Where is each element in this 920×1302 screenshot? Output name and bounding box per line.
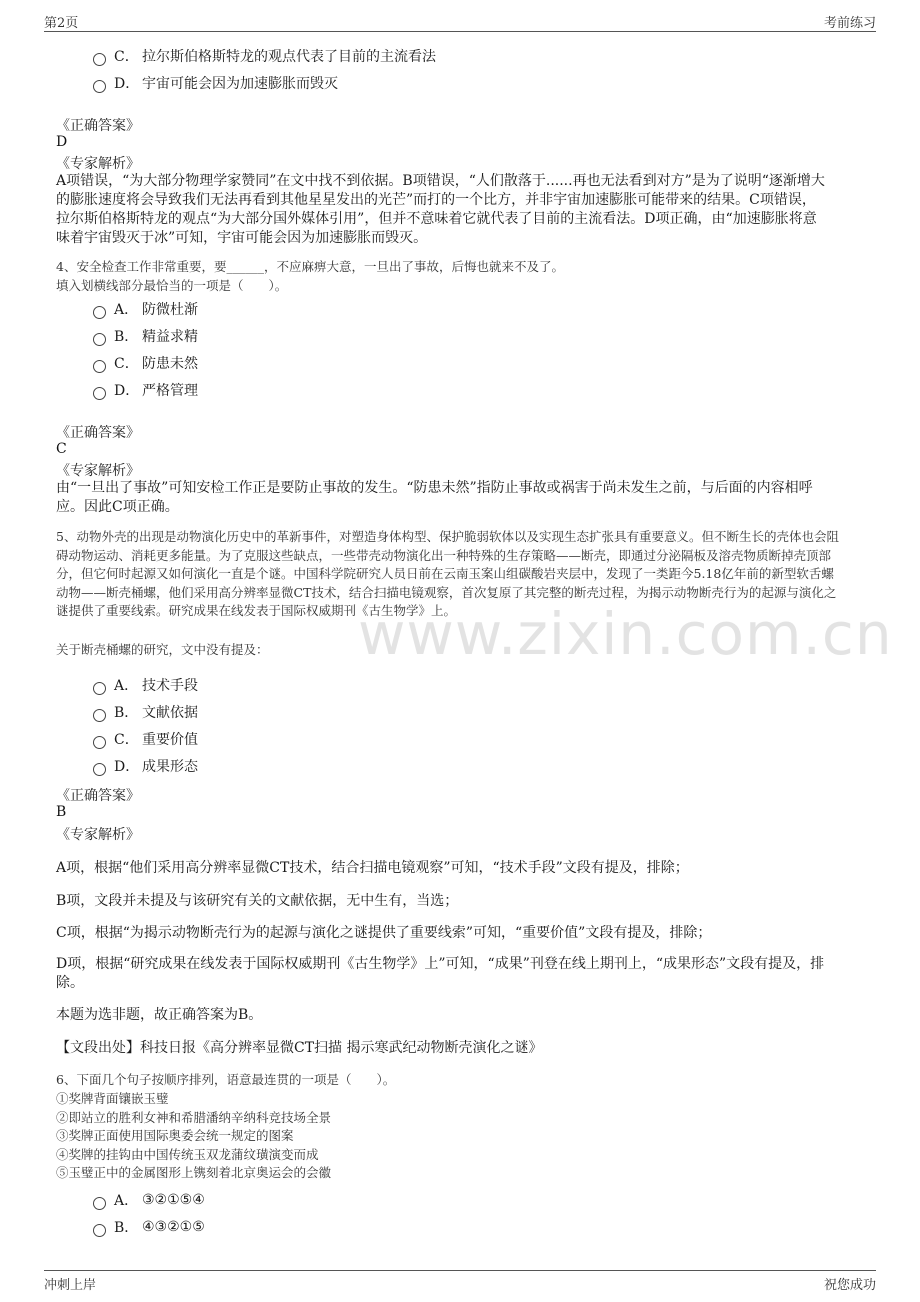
footer-left-text: 冲刺上岸 [44, 1278, 97, 1293]
radio-icon[interactable] [93, 682, 106, 695]
radio-icon[interactable] [93, 333, 106, 346]
q6-stem: 6、下面几个句子按顺序排列，语意最连贯的一项是（ ）。 [56, 1072, 396, 1087]
q5-option-b[interactable]: B． 文献依据 [93, 702, 198, 722]
q5-option-a[interactable]: A． 技术手段 [93, 675, 198, 695]
q4-option-a[interactable]: A． 防微杜渐 [93, 299, 198, 319]
q4-answer: C [56, 441, 67, 457]
radio-icon[interactable] [93, 1224, 106, 1237]
q5-answer-label: 《正确答案》 [56, 788, 140, 804]
q3-analysis: A项错误，“为大部分物理学家赞同”在文中找不到依据。B项错误，“人们散落于......再也无法看到对方”是为了说明“逐渐增大 的膨胀速度将会导致我们无法再看到其他星星发出的光芒”而打的一个比方，并非宇宙加速膨胀可能带来的结果。C项错误， 拉尔斯伯格斯特龙的观点“为大部分国外媒体引用”，但并不意味着它就代表了目前的主流看法。D项正确，由“加速膨胀将意 味着宇宙毁灭于冰”可知，宇宙可能会因为加速膨胀而毁灭。 [56, 173, 825, 246]
q5-option-d[interactable]: D． 成果形态 [93, 756, 198, 776]
radio-icon[interactable] [93, 1197, 106, 1210]
radio-icon[interactable] [93, 709, 106, 722]
page-number: 第2页 [44, 16, 79, 31]
q4-option-c[interactable]: C． 防患未然 [93, 353, 198, 373]
page-header [44, 12, 876, 32]
q5-conclusion: 本题为选非题，故正确答案为B。 [56, 1007, 263, 1023]
q4-answer-label: 《正确答案》 [56, 425, 140, 441]
q5-passage: 5、动物外壳的出现是动物演化历史中的革新事件，对塑造身体构型、保护脆弱软体以及实现生态扩张具有重要意义。但不断生长的壳体也会阻 碍动物运动、消耗更多能量。为了克服这些缺点，一些带壳动物演化出一种特殊的生存策略——断壳，即通过分泌隔板及溶壳物质断掉壳顶部 分，但它何时起源又如何演化一直是个谜。中国科学院研究人员日前在云南玉案山组碳酸岩夹层中，发现了一类距今5.18亿年前的新型软舌螺 动物——断壳桶螺，他们采用高分辨率显微CT技术，结合扫描电镜观察，首次复原了其完整的断壳过程，为揭示动物断壳行为的起源与演化之 谜提供了重要线索。研究成果在线发表于国际权威期刊《古生物学》上。 [56, 529, 839, 618]
q5-analysis-a: A项，根据“他们采用高分辨率显微CT技术，结合扫描电镜观察”可知，“技术手段”文段有提及，排除； [56, 860, 689, 876]
q4-analysis-label: 《专家解析》 [56, 463, 140, 479]
page-footer [44, 1270, 876, 1292]
q3-answer: D [56, 134, 68, 150]
q6-option-b[interactable]: B． ④③②①⑤ [93, 1217, 205, 1237]
radio-icon[interactable] [93, 763, 106, 776]
q3-option-c[interactable]: C． 拉尔斯伯格斯特龙的观点代表了目前的主流看法 [93, 46, 436, 66]
radio-icon[interactable] [93, 306, 106, 319]
q3-option-d[interactable]: D． 宇宙可能会因为加速膨胀而毁灭 [93, 73, 338, 93]
header-title: 考前练习 [823, 16, 876, 31]
q3-analysis-label: 《专家解析》 [56, 156, 140, 172]
q6-sentences: ①奖牌背面镶嵌玉璧 ②即站立的胜利女神和希腊潘纳辛纳科竞技场全景 ③奖牌正面使用国际奥委会统一规定的图案 ④奖牌的挂钩由中国传统玉双龙蒲纹璜演变而成 ⑤玉璧正中的金属图形上镌刻着北京奥运会的会徽 [56, 1091, 332, 1180]
radio-icon[interactable] [93, 80, 106, 93]
radio-icon[interactable] [93, 736, 106, 749]
q5-analysis-label: 《专家解析》 [56, 827, 140, 843]
q5-analysis-b: B项，文段并未提及与该研究有关的文献依据，无中生有，当选； [56, 893, 459, 909]
footer-right-text: 祝您成功 [823, 1278, 876, 1293]
q4-stem: 4、安全检查工作非常重要，要______，不应麻痹大意，一旦出了事故，后悔也就来不及了。 填入划横线部分最恰当的一项是（ ）。 [56, 259, 564, 293]
q4-analysis: 由“一旦出了事故”可知安检工作正是要防止事故的发生。“防患未然”指防止事故或祸害于尚未发生之前，与后面的内容相呼 应。因此C项正确。 [56, 480, 813, 515]
radio-icon[interactable] [93, 360, 106, 373]
q5-analysis-d: D项，根据“研究成果在线发表于国际权威期刊《古生物学》上”可知，“成果”刊登在线上期刊上，“成果形态”文段有提及，排 除。 [56, 956, 825, 991]
q6-option-a[interactable]: A． ③②①⑤④ [93, 1190, 205, 1210]
q5-question: 关于断壳桶螺的研究，文中没有提及： [56, 642, 269, 657]
radio-icon[interactable] [93, 387, 106, 400]
q5-analysis-c: C项，根据“为揭示动物断壳行为的起源与演化之谜提供了重要线索”可知，“重要价值”文段有提及，排除； [56, 925, 712, 941]
watermark: www.zixin.com.cn [358, 600, 893, 668]
q5-answer: B [56, 804, 67, 820]
q3-answer-label: 《正确答案》 [56, 118, 140, 134]
q5-source: 【文段出处】科技日报《高分辨率显微CT扫描 揭示寒武纪动物断壳演化之谜》 [56, 1040, 543, 1056]
q5-option-c[interactable]: C． 重要价值 [93, 729, 198, 749]
radio-icon[interactable] [93, 53, 106, 66]
q4-option-d[interactable]: D． 严格管理 [93, 380, 198, 400]
q4-option-b[interactable]: B． 精益求精 [93, 326, 198, 346]
